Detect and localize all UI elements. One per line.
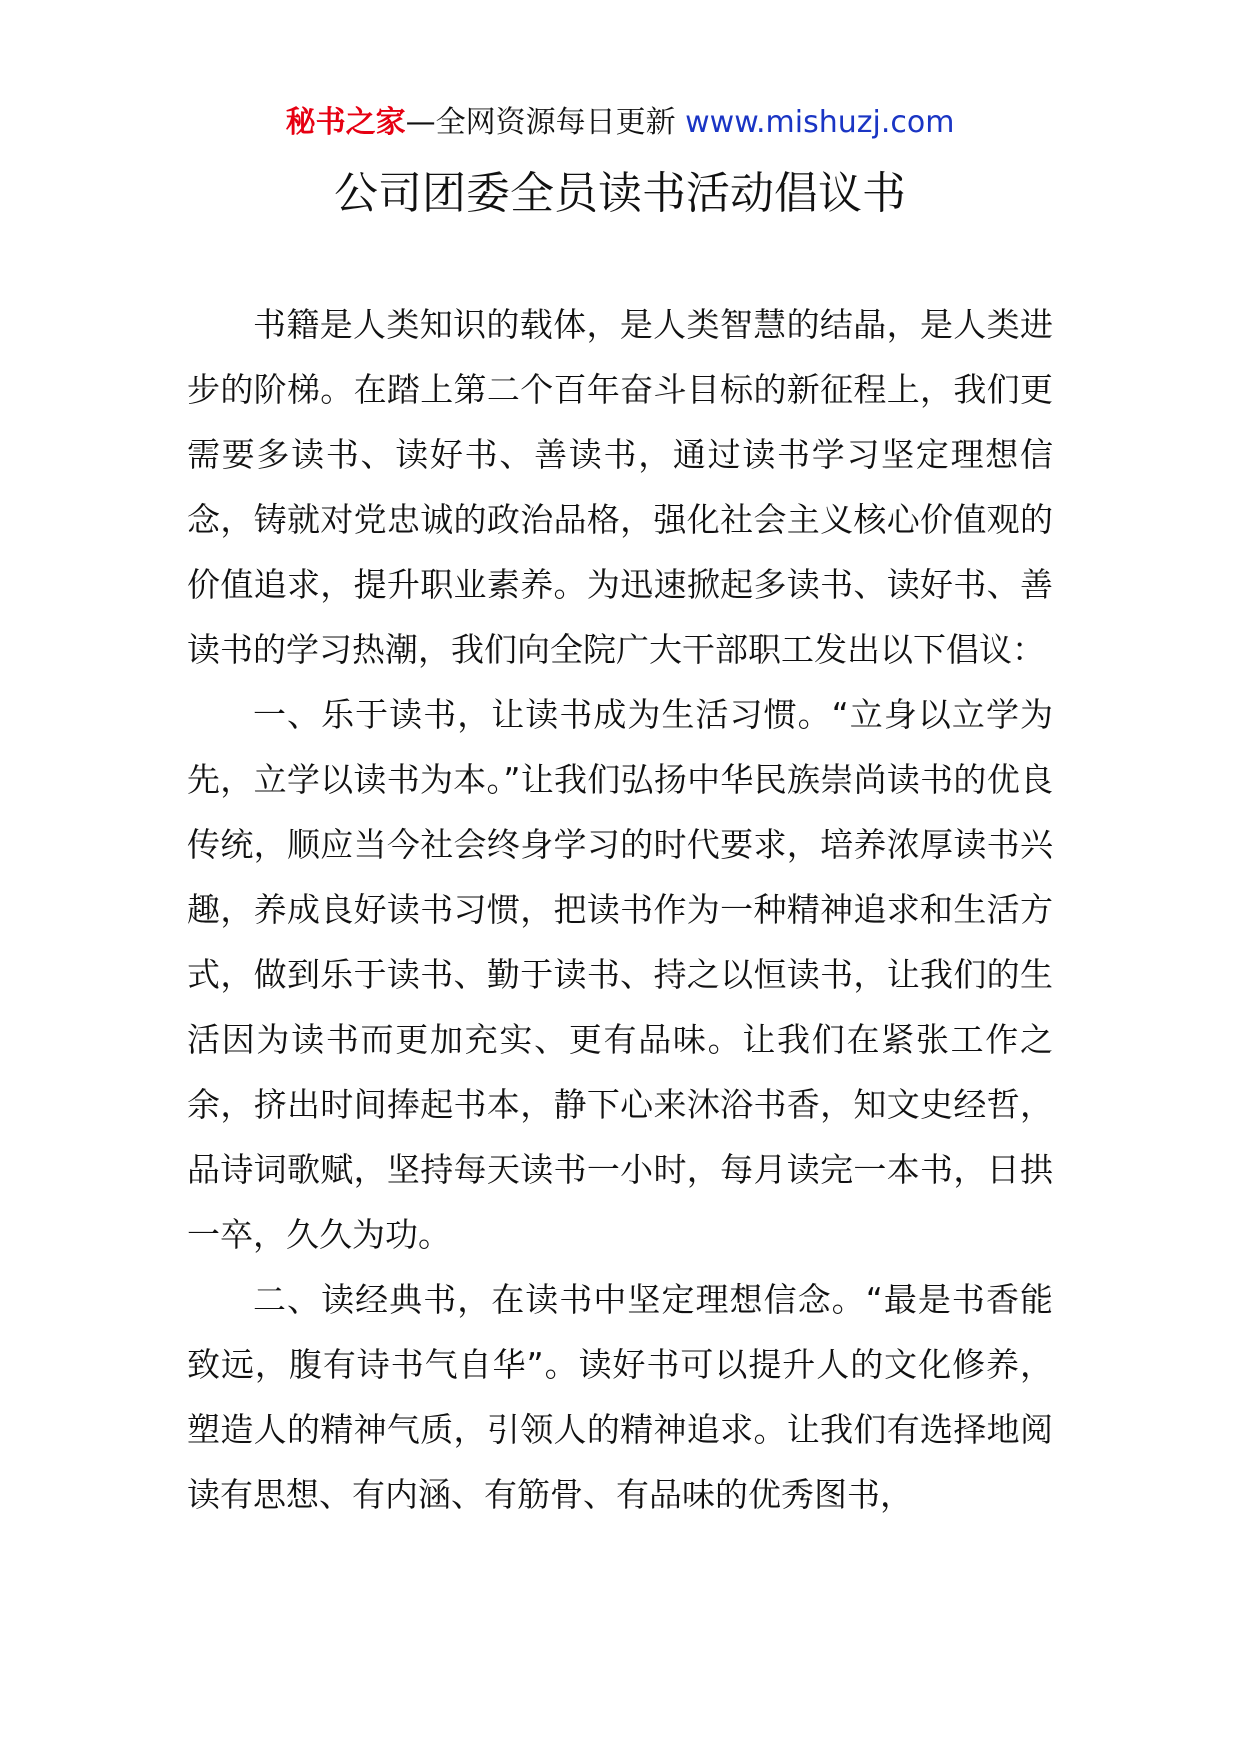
paragraph-point-one: 一、乐于读书，让读书成为生活习惯。“立身以立学为先，立学以读书为本。”让我们弘扬中华民族崇尚读书的优良传统，顺应当今社会终身学习的时代要求，培养浓厚读书兴趣，养成良好读书习惯，把读书作为一种精神追求和生活方式，做到乐于读书、勤于读书、持之以恒读书，让我们的生活因为读书而更加充实、更有品味。让我们在紧张工作之余，挤出时间捧起书本，静下心来沐浴书香，知文史经哲，品诗词歌赋，坚持每天读书一小时，每月读完一本书，日拱一卒，久久为功。 bbox=[187, 695, 1053, 1254]
brand-name: 秘书之家 bbox=[285, 105, 406, 140]
site-header bbox=[0, 100, 1240, 146]
document-title: 公司团委全员读书活动倡议书 bbox=[334, 168, 906, 219]
header-slogan: —全网资源每日更新 bbox=[405, 105, 676, 140]
site-url-link[interactable]: www.mishuzj.com bbox=[685, 105, 955, 140]
paragraph-intro: 书籍是人类知识的载体，是人类智慧的结晶，是人类进步的阶梯。在踏上第二个百年奋斗目标的新征程上，我们更需要多读书、读好书、善读书，通过读书学习坚定理想信念，铸就对党忠诚的政治品格，强化社会主义核心价值观的价值追求，提升职业素养。为迅速掀起多读书、读好书、善读书的学习热潮，我们向全院广大干部职工发出以下倡议： bbox=[187, 305, 1053, 669]
document-body bbox=[187, 292, 1053, 1527]
paragraph-point-two: 二、读经典书，在读书中坚定理想信念。“最是书香能致远，腹有诗书气自华”。读好书可以提升人的文化修养，塑造人的精神气质，引领人的精神追求。让我们有选择地阅读有思想、有内涵、有筋骨、有品味的优秀图书， bbox=[187, 1280, 1053, 1514]
